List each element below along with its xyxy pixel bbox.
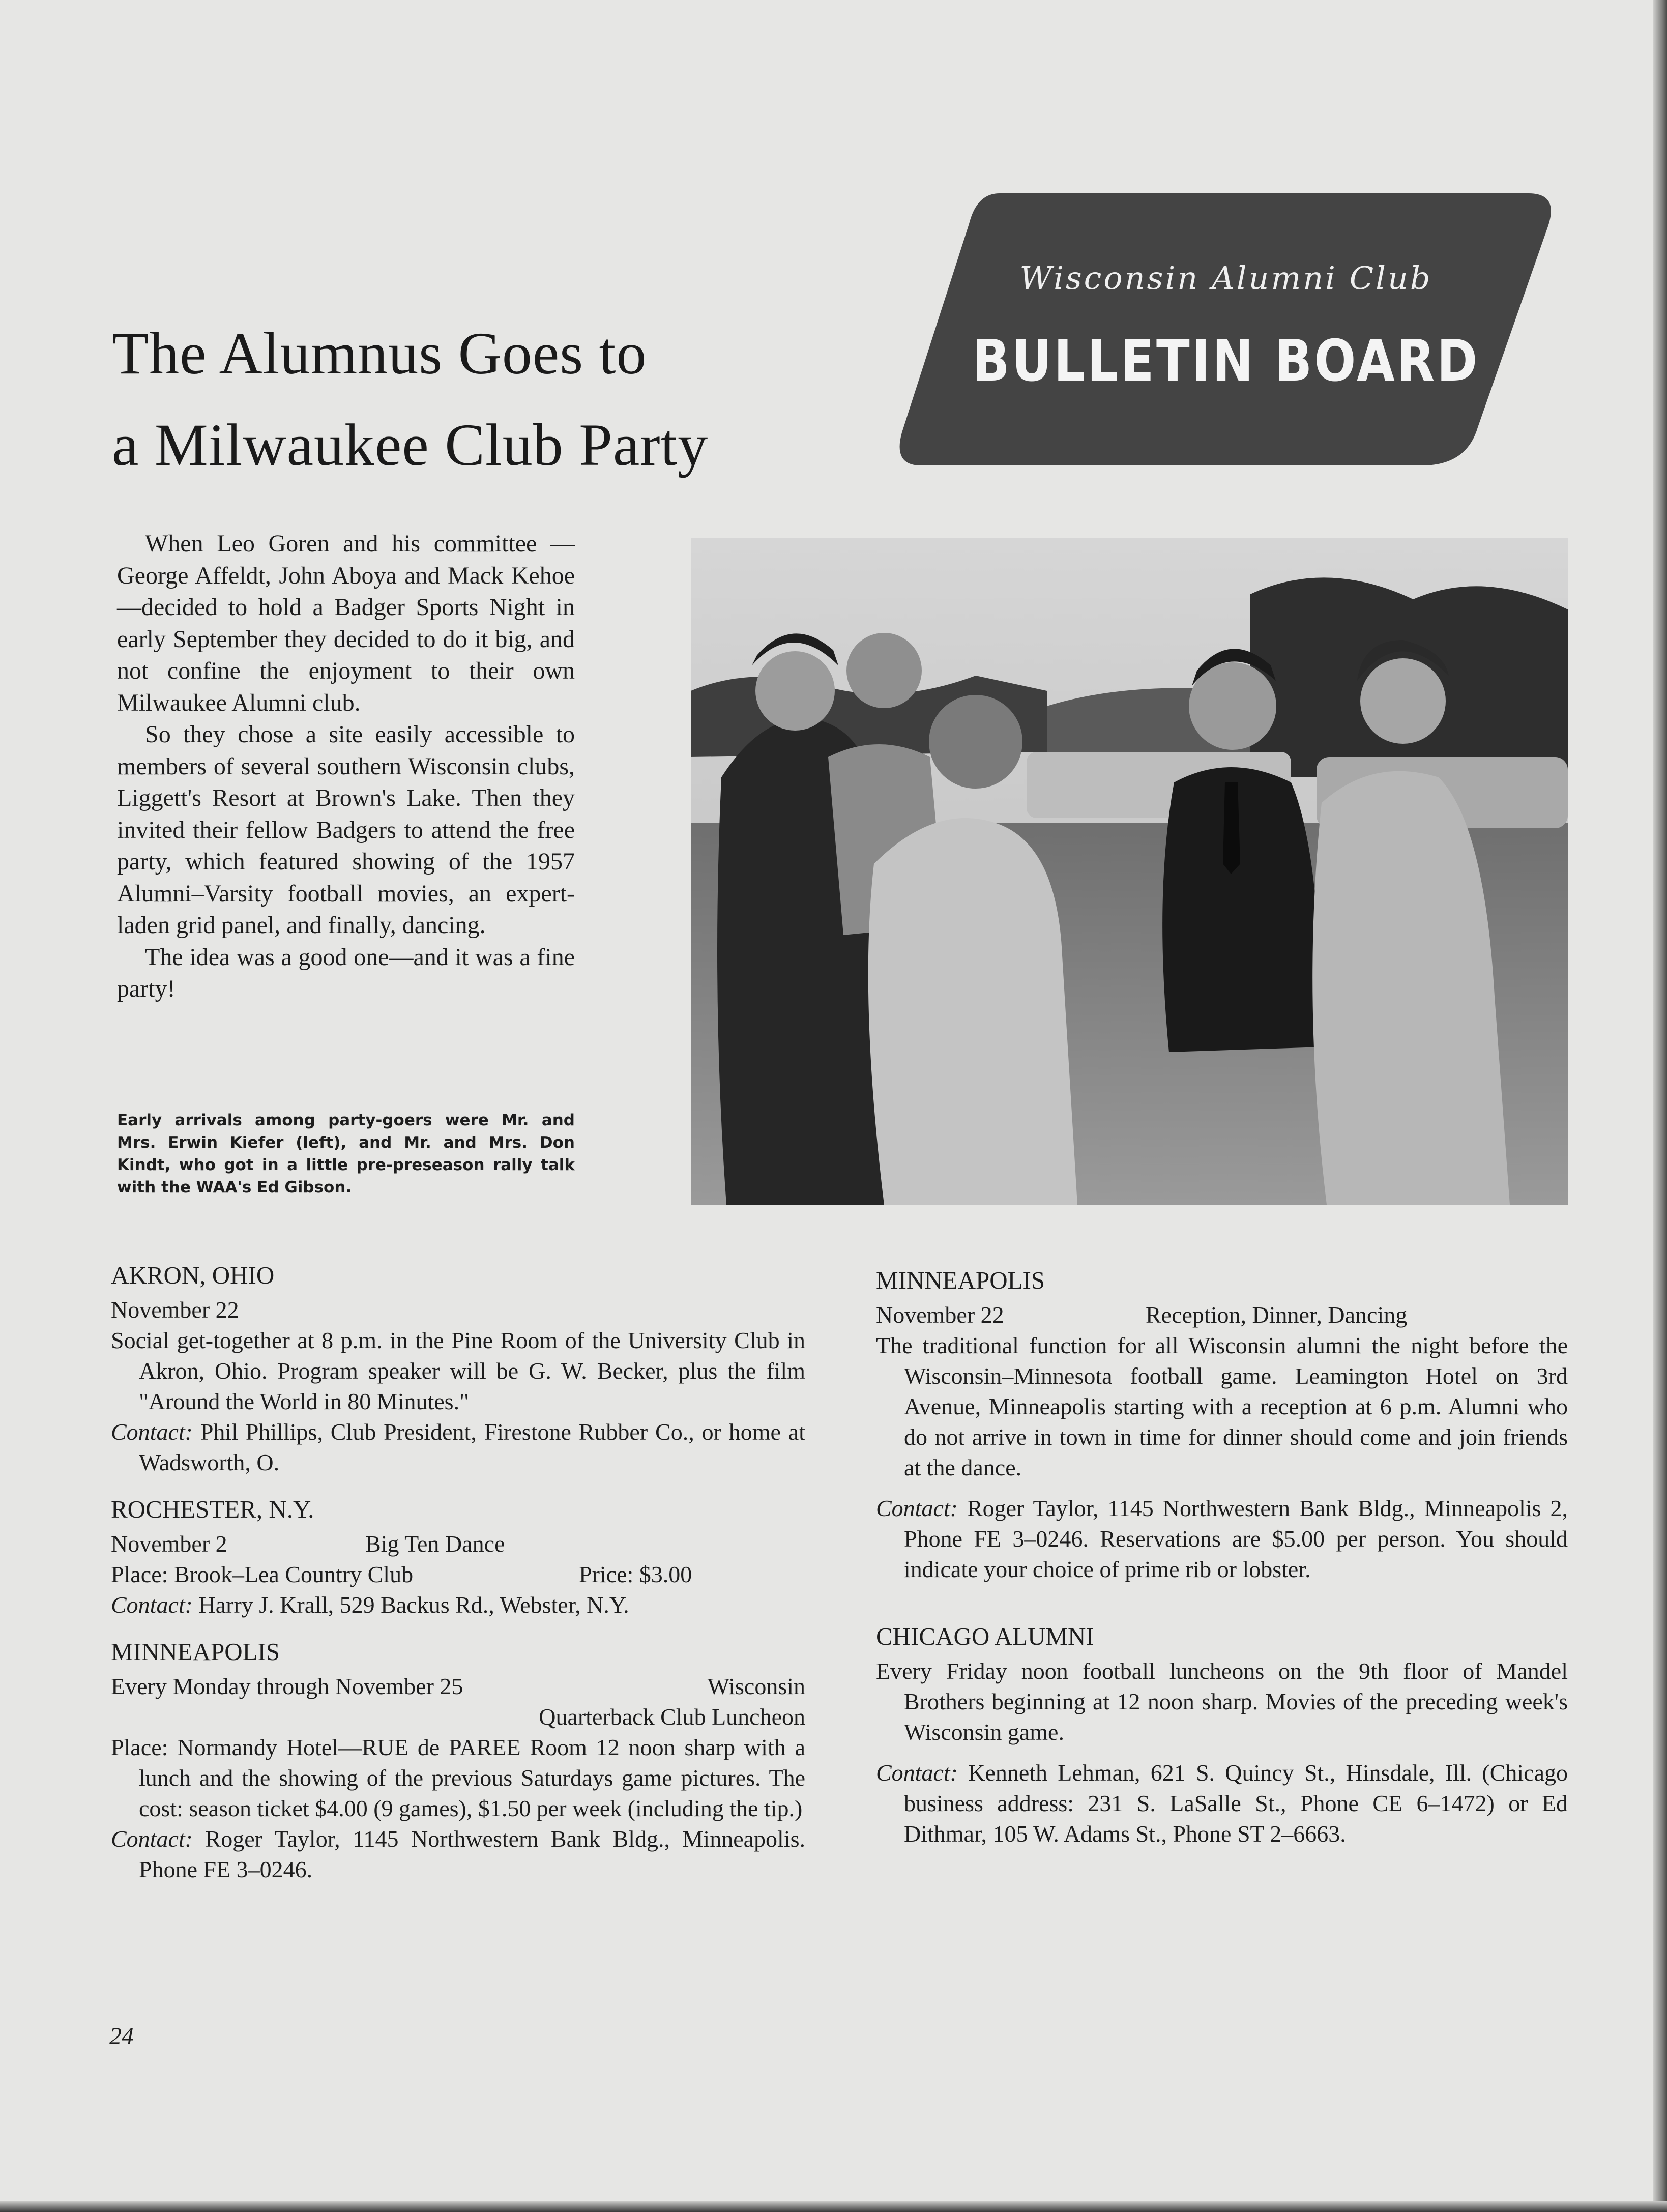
listing-body: The traditional function for all Wisconsin alumni the night before the Wisconsin–Minnesota football game. Leamington Hotel on 3rd Avenue, Minneapolis starting with a reception at 6 p.m. Alumni who do not arrive in town in time for dinner should come and join friends at the dance.: [876, 1332, 1568, 1480]
listing-body: Every Friday noon football luncheons on the 9th floor of Mandel Brothers beginning at 12 noon sharp. Movies of the preceding week's Wisconsin game.: [876, 1658, 1568, 1745]
party-photo: [691, 538, 1568, 1205]
headline-line-1: The Alumnus Goes to: [112, 320, 647, 387]
listing-date: November 22: [876, 1302, 1004, 1328]
contact-label: Contact:: [111, 1592, 193, 1618]
page-edge-bottom: [0, 2201, 1667, 2212]
listing-title: AKRON, OHIO: [111, 1261, 275, 1289]
listing-date: Every Monday through November 25: [111, 1673, 463, 1699]
listing-date-row: [111, 1529, 805, 1559]
page-number: 24: [109, 2023, 134, 2050]
contact-label: Contact:: [111, 1826, 193, 1852]
listing-date-row: [876, 1300, 1568, 1330]
listing-place: Place: Brook–Lea Country Club: [111, 1561, 414, 1587]
intro-paragraph: When Leo Goren and his committee —George Affeldt, John Aboya and Mack Kehoe—decided to hold a Badger Sports Night in early September they decided to do it big, and not confine the enjoyment to their own Milwaukee Alumni club.: [117, 530, 575, 716]
listing-event: Wisconsin: [707, 1673, 805, 1699]
listing-contact: [111, 1590, 805, 1620]
listing-body: Place: Normandy Hotel—RUE de PAREE Room 12 noon sharp with a lunch and the showing of the previous Saturdays game pictures. The cost: season ticket $4.00 (9 games), $1.50 per week (including the tip.): [111, 1734, 805, 1821]
contact-text: Kenneth Lehman, 621 S. Quincy St., Hinsdale, Ill. (Chicago business address: 231 S. LaSalle St., Phone CE 6–1472) or Ed Dithmar, 105 W. Adams St., Phone ST 2–6663.: [904, 1760, 1568, 1847]
listing-contact: [876, 1758, 1568, 1849]
article-headline: [112, 308, 824, 491]
contact-text: Roger Taylor, 1145 Northwestern Bank Bldg., Minneapolis 2, Phone FE 3–0246. Reservations are $5.00 per person. You should indicate your choice of prime rib or lobster.: [904, 1495, 1568, 1582]
intro-paragraph: The idea was a good one—and it was a fine party!: [117, 943, 575, 1002]
listing-minneapolis-reception: [876, 1264, 1568, 1585]
listing-date: November 2: [111, 1531, 227, 1557]
listing-event-line-2: Quarterback Club Luncheon: [539, 1704, 805, 1730]
contact-text: Harry J. Krall, 529 Backus Rd., Webster, N.Y.: [198, 1592, 629, 1618]
banner-script-line: Wisconsin Alumni Club: [1019, 259, 1432, 297]
listing-title: CHICAGO ALUMNI: [876, 1622, 1094, 1650]
page-edge: [1653, 0, 1667, 2212]
photo-caption: Early arrivals among party-goers were Mr. and Mrs. Erwin Kiefer (left), and Mr. and Mrs. Don Kindt, who got in a little pre-preseason rally talk with the WAA's Ed Gibson.: [117, 1111, 575, 1197]
listing-title: MINNEAPOLIS: [876, 1266, 1045, 1294]
listing-title: ROCHESTER, N.Y.: [111, 1495, 314, 1523]
listing-contact: [111, 1824, 805, 1885]
listing-minneapolis-weekly: [111, 1636, 805, 1885]
article-intro: [117, 528, 575, 1005]
listing-date: November 22: [111, 1297, 239, 1323]
listing-contact: [876, 1493, 1568, 1585]
listing-rochester: [111, 1493, 805, 1620]
listing-date-row: [111, 1671, 805, 1702]
headline-line-2: a Milwaukee Club Party: [112, 412, 709, 478]
listing-body: Social get-together at 8 p.m. in the Pine Room of the University Club in Akron, Ohio. Program speaker will be G. W. Becker, plus the film "Around the World in 80 Minutes.": [111, 1327, 805, 1414]
listing-event: Reception, Dinner, Dancing: [1146, 1302, 1408, 1328]
contact-text: Phil Phillips, Club President, Firestone Rubber Co., or home at Wadsworth, O.: [139, 1419, 805, 1475]
listing-contact: [111, 1417, 805, 1478]
contact-text: Roger Taylor, 1145 Northwestern Bank Bldg., Minneapolis. Phone FE 3–0246.: [139, 1826, 805, 1882]
contact-label: Contact:: [111, 1419, 193, 1445]
man-back: [868, 818, 1077, 1205]
contact-label: Contact:: [876, 1495, 958, 1521]
contact-label: Contact:: [876, 1760, 958, 1786]
listing-event: Big Ten Dance: [365, 1531, 505, 1557]
listing-title: MINNEAPOLIS: [111, 1638, 280, 1666]
listing-chicago: [876, 1620, 1568, 1849]
bulletin-board-banner: [893, 188, 1559, 471]
man-dark-suit: [1162, 767, 1322, 1052]
listing-place-row: [111, 1559, 805, 1590]
intro-paragraph: So they chose a site easily accessible to members of several southern Wisconsin clubs, Liggett's Resort at Brown's Lake. Then they invited their fellow Badgers to attend the free party, which featured showing of the 1957 Alumni–Varsity football movies, an expert-laden grid panel, and finally, dancing.: [117, 721, 575, 939]
listings-left-column: [111, 1259, 805, 1885]
listings-right-column: [876, 1264, 1568, 1849]
listing-akron: [111, 1259, 805, 1478]
banner-title: BULLETIN BOARD: [972, 328, 1480, 394]
listing-price: Price: $3.00: [579, 1561, 692, 1587]
